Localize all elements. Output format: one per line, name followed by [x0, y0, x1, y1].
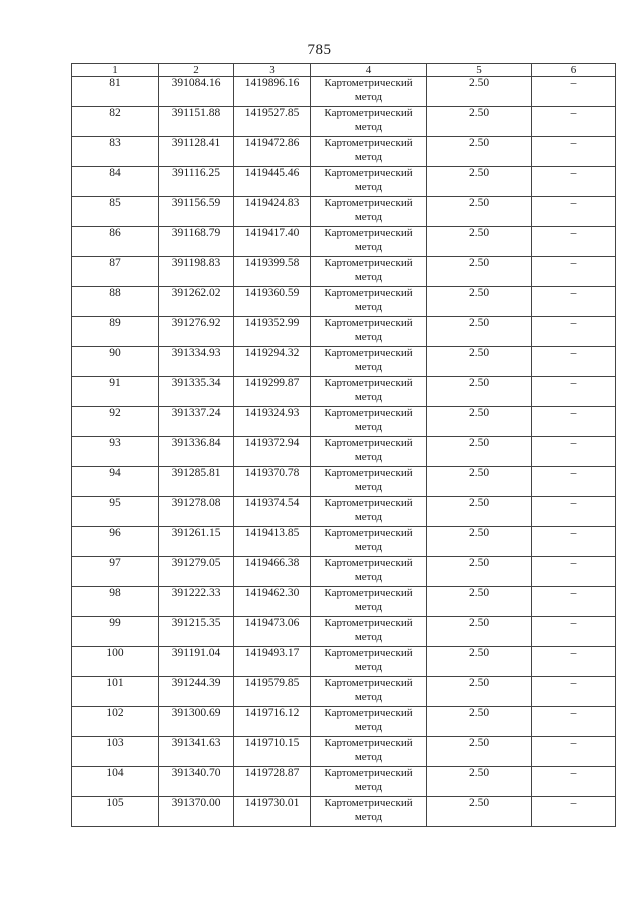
- table-row: [72, 497, 616, 527]
- method-label-line-2: метод: [354, 390, 383, 403]
- method-label-line-2: метод: [354, 750, 383, 763]
- method-cell: [311, 287, 427, 317]
- y-coordinate-cell: 1419413.85: [234, 527, 311, 557]
- table-row: [72, 677, 616, 707]
- accuracy-cell: 2.50: [427, 437, 532, 467]
- x-coordinate-cell: 391156.59: [159, 197, 234, 227]
- column-header: 5: [427, 64, 532, 77]
- method-label-line-2: метод: [354, 810, 383, 823]
- y-coordinate-cell: 1419445.46: [234, 167, 311, 197]
- x-coordinate-cell: 391336.84: [159, 437, 234, 467]
- description-cell: –: [532, 167, 616, 197]
- point-number-cell: 81: [72, 77, 159, 107]
- method-cell: [311, 77, 427, 107]
- point-number-cell: 90: [72, 347, 159, 377]
- table-row: [72, 227, 616, 257]
- table-row: [72, 467, 616, 497]
- x-coordinate-cell: 391261.15: [159, 527, 234, 557]
- accuracy-cell: 2.50: [427, 197, 532, 227]
- accuracy-cell: 2.50: [427, 647, 532, 677]
- point-number-cell: 101: [72, 677, 159, 707]
- table-row: [72, 797, 616, 827]
- accuracy-cell: 2.50: [427, 467, 532, 497]
- method-label-line-1: Картометрический: [324, 347, 413, 359]
- accuracy-cell: 2.50: [427, 527, 532, 557]
- table-row: [72, 137, 616, 167]
- table-row: [72, 527, 616, 557]
- method-label-line-1: Картометрический: [324, 197, 413, 209]
- description-cell: –: [532, 677, 616, 707]
- method-label-line-2: метод: [354, 150, 383, 163]
- method-label-line-1: Картометрический: [324, 617, 413, 629]
- table-row: [72, 77, 616, 107]
- description-cell: –: [532, 317, 616, 347]
- description-cell: –: [532, 467, 616, 497]
- table-row: [72, 737, 616, 767]
- point-number-cell: 94: [72, 467, 159, 497]
- x-coordinate-cell: 391116.25: [159, 167, 234, 197]
- method-cell: [311, 617, 427, 647]
- y-coordinate-cell: 1419294.32: [234, 347, 311, 377]
- description-cell: –: [532, 767, 616, 797]
- method-label-line-1: Картометрический: [324, 317, 413, 329]
- x-coordinate-cell: 391128.41: [159, 137, 234, 167]
- column-header: 4: [311, 64, 427, 77]
- point-number-cell: 86: [72, 227, 159, 257]
- method-cell: [311, 587, 427, 617]
- table-row: [72, 197, 616, 227]
- method-label-line-1: Картометрический: [324, 107, 413, 119]
- x-coordinate-cell: 391340.70: [159, 767, 234, 797]
- table-row: [72, 317, 616, 347]
- method-label-line-2: метод: [354, 630, 383, 643]
- method-label-line-1: Картометрический: [324, 677, 413, 689]
- table-row: [72, 617, 616, 647]
- accuracy-cell: 2.50: [427, 677, 532, 707]
- accuracy-cell: 2.50: [427, 317, 532, 347]
- x-coordinate-cell: 391276.92: [159, 317, 234, 347]
- accuracy-cell: 2.50: [427, 137, 532, 167]
- point-number-cell: 99: [72, 617, 159, 647]
- method-cell: [311, 737, 427, 767]
- method-label-line-1: Картометрический: [324, 257, 413, 269]
- method-cell: [311, 407, 427, 437]
- method-label-line-1: Картометрический: [324, 287, 413, 299]
- table-row: [72, 767, 616, 797]
- accuracy-cell: 2.50: [427, 257, 532, 287]
- point-number-cell: 83: [72, 137, 159, 167]
- method-label-line-2: метод: [354, 240, 383, 253]
- method-label-line-1: Картометрический: [324, 377, 413, 389]
- accuracy-cell: 2.50: [427, 407, 532, 437]
- method-label-line-1: Картометрический: [324, 467, 413, 479]
- y-coordinate-cell: 1419372.94: [234, 437, 311, 467]
- y-coordinate-cell: 1419493.17: [234, 647, 311, 677]
- method-label-line-1: Картометрический: [324, 407, 413, 419]
- description-cell: –: [532, 287, 616, 317]
- page-number: 785: [307, 42, 332, 58]
- point-number-cell: 103: [72, 737, 159, 767]
- method-cell: [311, 527, 427, 557]
- method-label-line-2: метод: [354, 120, 383, 133]
- y-coordinate-cell: 1419299.87: [234, 377, 311, 407]
- y-coordinate-cell: 1419417.40: [234, 227, 311, 257]
- method-cell: [311, 437, 427, 467]
- x-coordinate-cell: 391222.33: [159, 587, 234, 617]
- description-cell: –: [532, 257, 616, 287]
- coordinates-table: [71, 63, 616, 827]
- description-cell: –: [532, 617, 616, 647]
- point-number-cell: 97: [72, 557, 159, 587]
- method-label-line-2: метод: [354, 480, 383, 493]
- accuracy-cell: 2.50: [427, 107, 532, 137]
- column-header: 6: [532, 64, 616, 77]
- y-coordinate-cell: 1419374.54: [234, 497, 311, 527]
- column-header: 2: [159, 64, 234, 77]
- description-cell: –: [532, 647, 616, 677]
- accuracy-cell: 2.50: [427, 737, 532, 767]
- x-coordinate-cell: 391198.83: [159, 257, 234, 287]
- x-coordinate-cell: 391191.04: [159, 647, 234, 677]
- y-coordinate-cell: 1419352.99: [234, 317, 311, 347]
- method-label-line-2: метод: [354, 210, 383, 223]
- method-cell: [311, 197, 427, 227]
- description-cell: –: [532, 437, 616, 467]
- accuracy-cell: 2.50: [427, 287, 532, 317]
- table-header-row: [72, 64, 616, 77]
- description-cell: –: [532, 587, 616, 617]
- accuracy-cell: 2.50: [427, 557, 532, 587]
- point-number-cell: 88: [72, 287, 159, 317]
- method-label-line-2: метод: [354, 660, 383, 673]
- description-cell: –: [532, 107, 616, 137]
- column-header: 1: [72, 64, 159, 77]
- method-label-line-1: Картометрический: [324, 797, 413, 809]
- method-label-line-2: метод: [354, 420, 383, 433]
- point-number-cell: 95: [72, 497, 159, 527]
- description-cell: –: [532, 347, 616, 377]
- point-number-cell: 96: [72, 527, 159, 557]
- description-cell: –: [532, 407, 616, 437]
- method-label-line-2: метод: [354, 270, 383, 283]
- description-cell: –: [532, 77, 616, 107]
- y-coordinate-cell: 1419473.06: [234, 617, 311, 647]
- x-coordinate-cell: 391341.63: [159, 737, 234, 767]
- accuracy-cell: 2.50: [427, 797, 532, 827]
- accuracy-cell: 2.50: [427, 617, 532, 647]
- table-row: [72, 257, 616, 287]
- accuracy-cell: 2.50: [427, 227, 532, 257]
- table-row: [72, 167, 616, 197]
- method-label-line-2: метод: [354, 600, 383, 613]
- method-cell: [311, 647, 427, 677]
- method-cell: [311, 797, 427, 827]
- x-coordinate-cell: 391370.00: [159, 797, 234, 827]
- method-cell: [311, 167, 427, 197]
- table-row: [72, 407, 616, 437]
- table-row: [72, 557, 616, 587]
- method-cell: [311, 707, 427, 737]
- description-cell: –: [532, 227, 616, 257]
- y-coordinate-cell: 1419527.85: [234, 107, 311, 137]
- table-row: [72, 437, 616, 467]
- method-label-line-2: метод: [354, 300, 383, 313]
- x-coordinate-cell: 391279.05: [159, 557, 234, 587]
- method-label-line-1: Картометрический: [324, 137, 413, 149]
- y-coordinate-cell: 1419462.30: [234, 587, 311, 617]
- description-cell: –: [532, 737, 616, 767]
- method-cell: [311, 377, 427, 407]
- description-cell: –: [532, 707, 616, 737]
- method-label-line-2: метод: [354, 180, 383, 193]
- method-cell: [311, 347, 427, 377]
- method-label-line-2: метод: [354, 330, 383, 343]
- table-row: [72, 107, 616, 137]
- point-number-cell: 91: [72, 377, 159, 407]
- y-coordinate-cell: 1419399.58: [234, 257, 311, 287]
- y-coordinate-cell: 1419360.59: [234, 287, 311, 317]
- method-label-line-2: метод: [354, 780, 383, 793]
- description-cell: –: [532, 557, 616, 587]
- method-label-line-2: метод: [354, 90, 383, 103]
- method-label-line-1: Картометрический: [324, 587, 413, 599]
- y-coordinate-cell: 1419324.93: [234, 407, 311, 437]
- method-cell: [311, 317, 427, 347]
- method-cell: [311, 137, 427, 167]
- table-row: [72, 287, 616, 317]
- y-coordinate-cell: 1419424.83: [234, 197, 311, 227]
- method-label-line-2: метод: [354, 450, 383, 463]
- table-row: [72, 377, 616, 407]
- method-label-line-1: Картометрический: [324, 527, 413, 539]
- x-coordinate-cell: 391337.24: [159, 407, 234, 437]
- y-coordinate-cell: 1419716.12: [234, 707, 311, 737]
- method-cell: [311, 467, 427, 497]
- x-coordinate-cell: 391335.34: [159, 377, 234, 407]
- method-label-line-1: Картометрический: [324, 767, 413, 779]
- y-coordinate-cell: 1419466.38: [234, 557, 311, 587]
- table-body: [72, 77, 616, 827]
- point-number-cell: 104: [72, 767, 159, 797]
- method-cell: [311, 107, 427, 137]
- accuracy-cell: 2.50: [427, 347, 532, 377]
- point-number-cell: 84: [72, 167, 159, 197]
- x-coordinate-cell: 391168.79: [159, 227, 234, 257]
- x-coordinate-cell: 391215.35: [159, 617, 234, 647]
- accuracy-cell: 2.50: [427, 497, 532, 527]
- table-row: [72, 347, 616, 377]
- method-label-line-2: метод: [354, 690, 383, 703]
- method-label-line-2: метод: [354, 510, 383, 523]
- description-cell: –: [532, 797, 616, 827]
- point-number-cell: 89: [72, 317, 159, 347]
- x-coordinate-cell: 391262.02: [159, 287, 234, 317]
- point-number-cell: 82: [72, 107, 159, 137]
- x-coordinate-cell: 391244.39: [159, 677, 234, 707]
- accuracy-cell: 2.50: [427, 587, 532, 617]
- method-label-line-1: Картометрический: [324, 167, 413, 179]
- method-label-line-2: метод: [354, 720, 383, 733]
- method-label-line-2: метод: [354, 360, 383, 373]
- description-cell: –: [532, 527, 616, 557]
- method-label-line-1: Картометрический: [324, 737, 413, 749]
- description-cell: –: [532, 197, 616, 227]
- table-row: [72, 647, 616, 677]
- method-label-line-1: Картометрический: [324, 77, 413, 89]
- accuracy-cell: 2.50: [427, 707, 532, 737]
- method-cell: [311, 227, 427, 257]
- method-cell: [311, 557, 427, 587]
- method-label-line-1: Картометрический: [324, 647, 413, 659]
- method-cell: [311, 677, 427, 707]
- y-coordinate-cell: 1419710.15: [234, 737, 311, 767]
- y-coordinate-cell: 1419728.87: [234, 767, 311, 797]
- description-cell: –: [532, 377, 616, 407]
- method-cell: [311, 257, 427, 287]
- y-coordinate-cell: 1419370.78: [234, 467, 311, 497]
- method-label-line-2: метод: [354, 570, 383, 583]
- method-label-line-1: Картометрический: [324, 707, 413, 719]
- point-number-cell: 100: [72, 647, 159, 677]
- method-label-line-1: Картометрический: [324, 497, 413, 509]
- x-coordinate-cell: 391285.81: [159, 467, 234, 497]
- x-coordinate-cell: 391300.69: [159, 707, 234, 737]
- x-coordinate-cell: 391334.93: [159, 347, 234, 377]
- point-number-cell: 105: [72, 797, 159, 827]
- accuracy-cell: 2.50: [427, 377, 532, 407]
- y-coordinate-cell: 1419579.85: [234, 677, 311, 707]
- method-label-line-1: Картометрический: [324, 437, 413, 449]
- point-number-cell: 87: [72, 257, 159, 287]
- y-coordinate-cell: 1419472.86: [234, 137, 311, 167]
- description-cell: –: [532, 497, 616, 527]
- x-coordinate-cell: 391084.16: [159, 77, 234, 107]
- description-cell: –: [532, 137, 616, 167]
- point-number-cell: 92: [72, 407, 159, 437]
- method-label-line-1: Картометрический: [324, 557, 413, 569]
- point-number-cell: 93: [72, 437, 159, 467]
- accuracy-cell: 2.50: [427, 167, 532, 197]
- table-row: [72, 587, 616, 617]
- x-coordinate-cell: 391151.88: [159, 107, 234, 137]
- method-label-line-1: Картометрический: [324, 227, 413, 239]
- y-coordinate-cell: 1419896.16: [234, 77, 311, 107]
- y-coordinate-cell: 1419730.01: [234, 797, 311, 827]
- accuracy-cell: 2.50: [427, 767, 532, 797]
- method-cell: [311, 767, 427, 797]
- column-header: 3: [234, 64, 311, 77]
- point-number-cell: 102: [72, 707, 159, 737]
- point-number-cell: 85: [72, 197, 159, 227]
- table-row: [72, 707, 616, 737]
- method-label-line-2: метод: [354, 540, 383, 553]
- point-number-cell: 98: [72, 587, 159, 617]
- method-cell: [311, 497, 427, 527]
- x-coordinate-cell: 391278.08: [159, 497, 234, 527]
- accuracy-cell: 2.50: [427, 77, 532, 107]
